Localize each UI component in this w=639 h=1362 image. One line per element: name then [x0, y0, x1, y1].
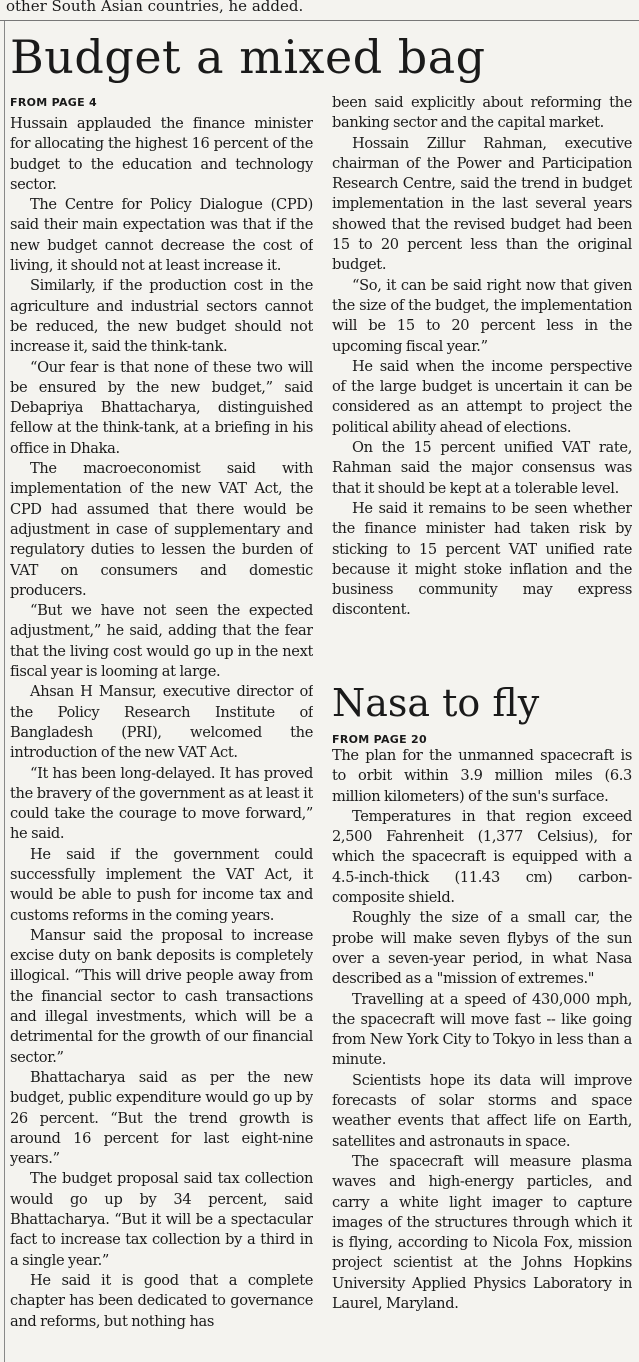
- paragraph: The Centre for Policy Dialogue (CPD) said their main expectation was that if the new budget cannot decrease the cost of living, it should not at least increase it.: [10, 196, 313, 275]
- paragraph: He said it is good that a complete chapter has been dedicated to governance and reforms, but nothing has: [10, 1271, 313, 1330]
- paragraph: On the 15 percent unified VAT rate, Rahman said the major consensus was that it should be kept at a tolerable level.: [332, 439, 632, 497]
- budget-column-2: [332, 93, 632, 676]
- previous-article-tail: other South Asian countries, he added.: [6, 0, 304, 15]
- paragraph: Travelling at a speed of 430,000 mph, the spacecraft will move fast -- like going from New York City to Tokyo in less than a minute.: [332, 990, 632, 1069]
- jump-label-nasa: FROM PAGE 20: [332, 733, 427, 746]
- budget-column-1: [10, 114, 313, 1362]
- nasa-column: [332, 746, 632, 1362]
- top-divider: [0, 20, 639, 21]
- paragraph: “But we have not seen the expected adjustment,” he said, adding that the fear that the living cost would go up in the next fiscal year is looming at large.: [10, 602, 313, 681]
- paragraph: Roughly the size of a small car, the probe will make seven flybys of the sun over a seven-year period, in what Nasa described as a "mission of extremes.": [332, 909, 632, 988]
- paragraph: Hossain Zillur Rahman, executive chairman of the Power and Participation Research Centre, said the trend in budget implementation in the last several years showed that the revised budget had been 15 to 20 percent less than the original budget.: [332, 134, 632, 274]
- paragraph: Ahsan H Mansur, executive director of the Policy Research Institute of Bangladesh (PRI), welcomed the introduction of the new VAT Act.: [10, 683, 313, 762]
- left-column-rule: [4, 21, 5, 1362]
- paragraph: The spacecraft will measure plasma waves and high-energy particles, and carry a white light imager to capture images of the structures through which it is flying, according to Nicola Fox, mission project scientist at the Johns Hopkins University Applied Physics Laboratory in Laurel, Maryland.: [332, 1152, 632, 1313]
- paragraph: He said it remains to be seen whether the finance minister had taken risk by sticking to 15 percent VAT unified rate because it might stoke inflation and the business community may express discontent.: [332, 499, 632, 619]
- paragraph: Bhattacharya said as per the new budget, public expenditure would go up by 26 percent. “But the trend growth is around 16 percent for last eight-nine years.”: [10, 1068, 313, 1168]
- paragraph: He said if the government could successfully implement the VAT Act, it would be able to push for income tax and customs reforms in the coming years.: [10, 845, 313, 924]
- paragraph: Temperatures in that region exceed 2,500 Fahrenheit (1,377 Celsius), for which the spacecraft is equipped with a 4.5-inch-thick (11.43 cm) carbon-composite shield.: [332, 807, 632, 907]
- jump-label-budget: FROM PAGE 4: [10, 96, 98, 109]
- paragraph: “Our fear is that none of these two will be ensured by the new budget,” said Debapriya Bhattacharya, distinguished fellow at the think-tank, at a briefing in his office in Dhaka.: [10, 358, 313, 457]
- paragraph: “It has been long-delayed. It has proved the bravery of the government as at least it could take the courage to move forward,” he said.: [10, 764, 313, 843]
- paragraph: The macroeconomist said with implementation of the new VAT Act, the CPD had assumed that there would be adjustment in case of supplementary and regulatory duties to lessen the burden of VAT on consumers and domestic producers.: [10, 460, 313, 599]
- paragraph: been said explicitly about reforming the banking sector and the capital market.: [332, 94, 632, 132]
- paragraph: The budget proposal said tax collection would go up by 34 percent, said Bhattacharya. “But it will be a spectacular fact to increase tax collection by a third in a single year.”: [10, 1170, 313, 1269]
- paragraph: “So, it can be said right now that given the size of the budget, the implementation will be 15 to 20 percent less in the upcoming fiscal year.”: [332, 276, 632, 355]
- headline-budget: Budget a mixed bag: [10, 30, 486, 84]
- paragraph: Mansur said the proposal to increase excise duty on bank deposits is completely illogical. “This will drive people away from the financial sector to cash transactions and illegal investments, which will be a detrimental for the growth of our financial sector.”: [10, 926, 313, 1066]
- paragraph: He said when the income perspective of the large budget is uncertain it can be considered as an attempt to project the political ability ahead of elections.: [332, 357, 632, 436]
- paragraph: Scientists hope its data will improve forecasts of solar storms and space weather events that affect life on Earth, satellites and astronauts in space.: [332, 1071, 632, 1150]
- paragraph: Hussain applauded the finance minister for allocating the highest 16 percent of the budget to the education and technology sector.: [10, 115, 313, 193]
- headline-nasa: Nasa to fly: [332, 681, 540, 725]
- paragraph: Similarly, if the production cost in the agriculture and industrial sectors cannot be reduced, the new budget should not increase it, said the think-tank.: [10, 277, 313, 356]
- paragraph: The plan for the unmanned spacecraft is to orbit within 3.9 million miles (6.3 million kilometers) of the sun's surface.: [332, 747, 632, 805]
